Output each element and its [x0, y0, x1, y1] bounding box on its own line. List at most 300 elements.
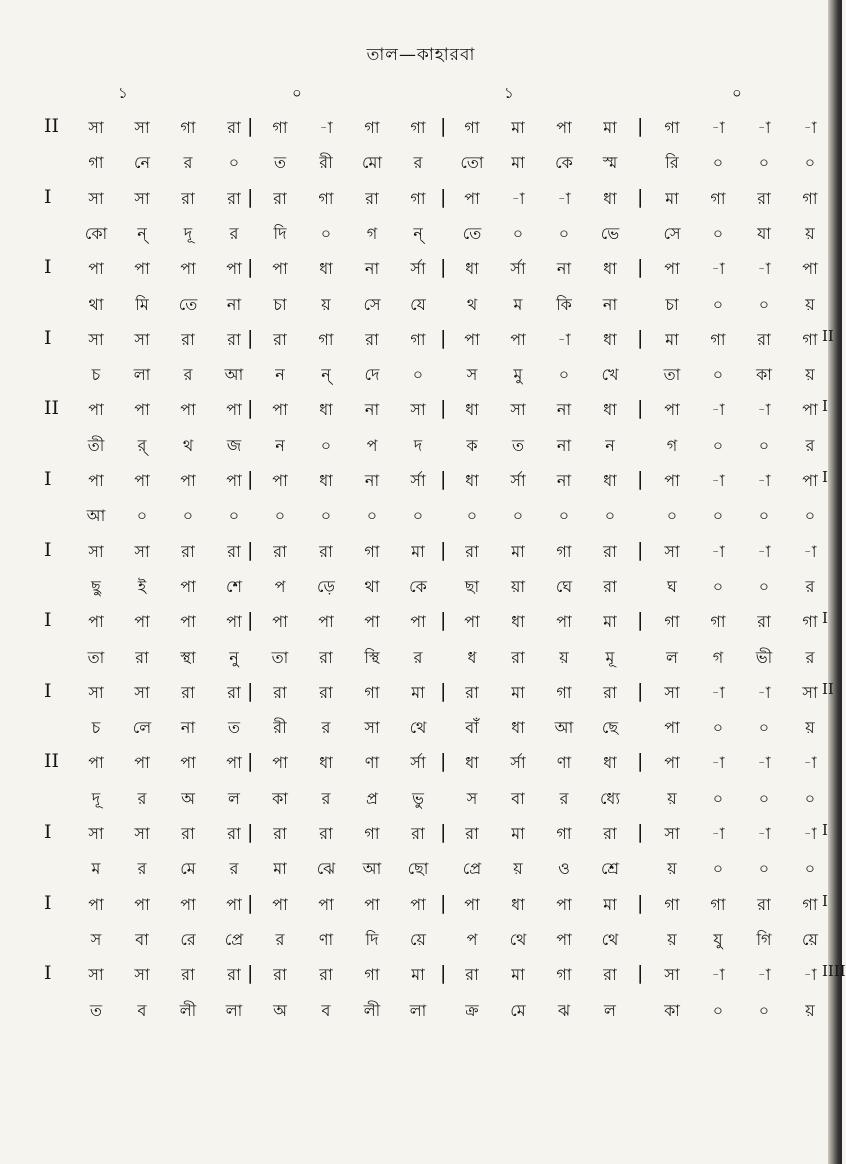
swara-note: -া	[757, 118, 771, 137]
lyric-syllable: লে	[132, 718, 152, 738]
lyric-syllable: স	[90, 929, 102, 949]
beat-mark-1: ১	[118, 84, 128, 102]
bar-line: |	[247, 115, 254, 137]
lyric-syllable: ঘে	[555, 576, 573, 596]
swara-note: পা	[180, 753, 196, 773]
swara-note: পা	[364, 612, 380, 632]
swara-note: পা	[88, 259, 104, 279]
swara-note: না	[364, 400, 380, 420]
swara-note: ধা	[465, 753, 479, 773]
swara-note: গা	[364, 118, 380, 137]
lyric-syllable: লী	[179, 1000, 197, 1020]
bar-line: |	[247, 891, 254, 914]
bar-line: |	[637, 397, 644, 420]
lyric-syllable: য়	[667, 788, 677, 808]
lyric-syllable: খে	[601, 365, 619, 385]
swara-note: -া	[711, 682, 725, 702]
lyric-syllable: ০	[758, 859, 770, 879]
lyric-syllable: র	[275, 929, 285, 949]
swara-note: সা	[510, 400, 526, 420]
swara-note: ণা	[556, 753, 572, 773]
lyric-syllable: য়	[321, 294, 331, 314]
end-bar-mark: IIII	[822, 962, 846, 981]
lyric-syllable: গা	[88, 153, 104, 173]
swara-note: পা	[134, 259, 150, 279]
lyric-syllable: কে	[555, 153, 573, 173]
section-marker: II	[44, 397, 60, 420]
swara-note: পা	[180, 400, 196, 420]
lyric-row	[0, 998, 842, 1032]
swara-note: পা	[134, 400, 150, 420]
lyric-syllable: ০	[366, 506, 378, 526]
swara-note: -া	[757, 400, 771, 420]
notation-row	[0, 256, 842, 290]
lyric-syllable: ধ	[467, 647, 477, 667]
swara-note: পা	[272, 400, 288, 420]
lyric-syllable: ০	[136, 506, 148, 526]
swara-note: ধা	[511, 894, 525, 914]
swara-note: -া	[557, 188, 571, 208]
lyric-syllable: ই	[137, 576, 147, 596]
lyric-row	[0, 786, 842, 820]
lyric-syllable: থা	[364, 576, 380, 596]
lyric-syllable: ০	[758, 435, 770, 455]
lyric-syllable: ঝে	[316, 859, 336, 879]
swara-note: পা	[410, 894, 426, 914]
lyric-syllable: র	[805, 435, 815, 455]
swara-note: রা	[273, 965, 287, 985]
swara-note: -া	[757, 753, 771, 773]
swara-note: সা	[134, 965, 150, 985]
swara-note: পা	[180, 259, 196, 279]
bar-line: |	[247, 256, 254, 279]
swara-note: না	[364, 259, 380, 279]
bar-line: |	[440, 750, 447, 773]
lyric-syllable: ০	[320, 435, 332, 455]
lyric-syllable: কা	[272, 788, 288, 808]
section-marker: II	[44, 115, 60, 137]
swara-note: সা	[134, 541, 150, 561]
lyric-syllable: ছো	[407, 859, 429, 879]
swara-note: পা	[226, 400, 242, 420]
lyric-syllable: ০	[758, 718, 770, 738]
swara-note: মা	[511, 118, 525, 137]
swara-note: পা	[134, 753, 150, 773]
lyric-syllable: না	[556, 435, 572, 455]
lyric-syllable: কে	[409, 576, 427, 596]
section-marker: I	[44, 609, 52, 632]
lyric-syllable: মি	[135, 294, 149, 314]
lyric-syllable: ০	[558, 223, 570, 243]
bar-line: |	[637, 962, 644, 985]
lyric-syllable: য়	[805, 365, 815, 385]
swara-note: ণা	[364, 753, 380, 773]
lyric-syllable: মে	[180, 859, 196, 879]
lyric-syllable: লা	[409, 1000, 427, 1020]
lyric-syllable: ধা	[511, 718, 525, 738]
bar-line: |	[247, 962, 254, 985]
swara-note: র্সা	[510, 471, 526, 490]
swara-note: পা	[88, 400, 104, 420]
swara-note: রা	[757, 612, 771, 632]
swara-note: গা	[664, 612, 680, 632]
lyric-row	[0, 150, 842, 184]
lyric-syllable: র	[229, 859, 239, 879]
swara-note: মা	[511, 824, 525, 843]
swara-note: রা	[465, 965, 479, 985]
lyric-syllable: যে	[410, 294, 426, 314]
swara-note: -া	[319, 118, 333, 137]
swara-note: -া	[757, 259, 771, 279]
section-marker: I	[44, 538, 52, 561]
lyric-syllable: ত	[273, 153, 286, 173]
bar-line: |	[247, 468, 254, 490]
lyric-syllable: ব	[321, 1000, 331, 1020]
lyric-syllable: অ	[181, 788, 195, 808]
lyric-syllable: কা	[664, 1000, 680, 1020]
bar-line: |	[440, 821, 447, 843]
lyric-syllable: মা	[511, 153, 525, 173]
swara-note: -া	[803, 753, 817, 773]
lyric-syllable: ০	[512, 506, 524, 526]
lyric-syllable: র	[137, 859, 147, 879]
lyric-syllable: ন	[275, 365, 285, 385]
swara-note: রা	[227, 188, 241, 208]
swara-note: রা	[227, 329, 241, 349]
lyric-syllable: থ	[466, 294, 478, 314]
beat-mark-3: ১	[504, 84, 514, 102]
swara-note: মা	[511, 541, 525, 561]
lyric-syllable: ম	[91, 859, 101, 879]
page-title: তাল—কাহারবা	[366, 45, 476, 65]
swara-note: মা	[603, 894, 617, 914]
lyric-syllable: ভী	[755, 647, 773, 667]
swara-note: মা	[411, 682, 425, 702]
bar-line: |	[637, 609, 644, 632]
lyric-syllable: ল	[604, 1000, 616, 1020]
swara-note: গা	[710, 612, 726, 632]
swara-note: সা	[88, 329, 104, 349]
lyric-syllable: পা	[664, 718, 680, 738]
bar-line: |	[247, 185, 254, 208]
lyric-syllable: ০	[666, 506, 678, 526]
lyric-syllable: গ	[366, 223, 378, 243]
swara-note: -া	[757, 824, 771, 843]
swara-note: পা	[88, 471, 104, 490]
lyric-syllable: তা	[271, 647, 289, 667]
lyric-syllable: র	[229, 223, 239, 243]
lyric-syllable: ড়ে	[317, 576, 335, 596]
swara-note: র্সা	[410, 471, 426, 490]
lyric-syllable: ০	[712, 1000, 724, 1020]
lyric-syllable: প	[366, 435, 378, 455]
swara-note: পা	[88, 894, 104, 914]
swara-note: পা	[272, 894, 288, 914]
bar-line: |	[440, 185, 447, 208]
swara-note: রা	[757, 188, 771, 208]
swara-note: -া	[803, 824, 817, 843]
lyric-syllable: ০	[228, 506, 240, 526]
swara-note: গা	[410, 329, 426, 349]
lyric-syllable: ০	[758, 576, 770, 596]
bar-line: |	[637, 891, 644, 914]
lyric-syllable: ০	[758, 1000, 770, 1020]
lyric-syllable: ন্	[321, 365, 331, 385]
swara-note: পা	[272, 259, 288, 279]
lyric-syllable: মু	[513, 365, 523, 385]
lyric-syllable: র	[183, 153, 193, 173]
swara-note: -া	[803, 965, 817, 985]
lyric-row	[0, 221, 842, 255]
lyric-syllable: ০	[758, 788, 770, 808]
swara-note: রা	[319, 965, 333, 985]
swara-note: রা	[273, 824, 287, 843]
lyric-syllable: দূ	[91, 788, 101, 808]
lyric-syllable: ০	[512, 223, 524, 243]
swara-note: -া	[757, 471, 771, 490]
lyric-syllable: মে	[510, 1000, 526, 1020]
swara-note: রা	[273, 682, 287, 702]
end-bar-mark: I	[822, 468, 828, 486]
lyric-row	[0, 927, 842, 961]
swara-note: ধা	[603, 471, 617, 490]
swara-note: সা	[664, 824, 680, 843]
swara-note: রা	[181, 541, 195, 561]
lyric-syllable: চা	[273, 294, 287, 314]
lyric-syllable: সে	[363, 294, 381, 314]
swara-note: সা	[88, 188, 104, 208]
lyric-syllable: স	[466, 365, 478, 385]
swara-note: গা	[364, 965, 380, 985]
swara-note: পা	[556, 894, 572, 914]
lyric-syllable: ক	[466, 435, 478, 455]
lyric-syllable: প্র	[366, 788, 378, 808]
lyric-syllable: বাঁ	[465, 718, 479, 738]
lyric-syllable: ম	[513, 294, 523, 314]
swara-note: সা	[134, 824, 150, 843]
end-bar-mark: II	[822, 679, 834, 698]
lyric-syllable: ছু	[91, 576, 101, 596]
swara-note: সা	[664, 541, 680, 561]
lyric-syllable: য়ে	[802, 929, 818, 949]
lyric-syllable: ০	[712, 435, 724, 455]
swara-note: সা	[134, 329, 150, 349]
lyric-syllable: নু	[229, 647, 239, 667]
lyric-syllable: রা	[319, 647, 333, 667]
swara-note: ধা	[319, 400, 333, 420]
lyric-syllable: সে	[663, 223, 681, 243]
lyric-syllable: র	[559, 788, 569, 808]
swara-note: -া	[711, 400, 725, 420]
lyric-syllable: আ	[224, 365, 244, 385]
lyric-syllable: না	[602, 294, 618, 314]
lyric-syllable: ০	[712, 365, 724, 385]
lyric-syllable: ব	[137, 1000, 147, 1020]
bar-line: |	[637, 750, 644, 773]
bar-line: |	[637, 326, 644, 349]
beat-markers	[0, 82, 842, 106]
lyric-syllable: য়	[805, 223, 815, 243]
swara-note: রা	[411, 824, 425, 843]
lyric-syllable: দে	[364, 365, 380, 385]
lyric-syllable: তে	[462, 223, 482, 243]
notation-row	[0, 680, 842, 714]
swara-note: না	[556, 471, 572, 490]
lyric-syllable: গ	[666, 435, 678, 455]
swara-note: সা	[134, 188, 150, 208]
swara-note: পা	[802, 259, 818, 279]
lyric-syllable: ০	[758, 294, 770, 314]
notation-row	[0, 539, 842, 573]
lyric-syllable: ছে	[601, 718, 619, 738]
swara-note: রা	[603, 824, 617, 843]
swara-note: ধা	[603, 259, 617, 279]
swara-note: ধা	[603, 400, 617, 420]
bar-line: |	[440, 397, 447, 420]
swara-note: গা	[318, 188, 334, 208]
lyric-syllable: য়	[667, 929, 677, 949]
lyric-syllable: তা	[663, 365, 681, 385]
lyric-syllable: ০	[712, 718, 724, 738]
beat-mark-4: ০	[732, 84, 742, 102]
lyric-syllable: য়	[805, 1000, 815, 1020]
swara-note: মা	[603, 118, 617, 137]
bar-line: |	[440, 609, 447, 632]
end-bar-mark: II	[822, 326, 834, 345]
swara-note: -া	[711, 471, 725, 490]
swara-note: ধা	[603, 753, 617, 773]
end-bar-mark: I	[822, 609, 828, 628]
swara-note: পা	[664, 753, 680, 773]
lyric-syllable: ০	[712, 576, 724, 596]
swara-note: গা	[180, 118, 196, 137]
swara-note: গা	[802, 612, 818, 632]
swara-note: মা	[411, 541, 425, 561]
lyric-syllable: ত	[89, 1000, 102, 1020]
swara-note: গা	[556, 541, 572, 561]
lyric-syllable: ও	[558, 859, 570, 879]
swara-note: রা	[319, 682, 333, 702]
lyric-syllable: ০	[412, 506, 424, 526]
lyric-syllable: কো	[84, 223, 108, 243]
lyric-syllable: ০	[320, 506, 332, 526]
swara-note: -া	[557, 329, 571, 349]
lyric-syllable: ০	[558, 365, 570, 385]
swara-note: পা	[664, 259, 680, 279]
lyric-syllable: ত	[227, 718, 240, 738]
lyric-syllable: বা	[135, 929, 149, 949]
swara-note: রা	[227, 541, 241, 561]
swara-note: রা	[181, 188, 195, 208]
lyric-syllable: ০	[712, 153, 724, 173]
swara-note: গা	[710, 329, 726, 349]
bar-line: |	[247, 679, 254, 702]
swara-note: ধা	[603, 188, 617, 208]
swara-note: পা	[464, 894, 480, 914]
lyric-syllable: ন্	[413, 223, 423, 243]
lyric-syllable: র	[321, 718, 331, 738]
lyric-syllable: লা	[133, 365, 151, 385]
section-marker: I	[44, 962, 52, 985]
swara-note: ধা	[319, 753, 333, 773]
notation-row	[0, 962, 842, 996]
bar-line: |	[440, 115, 447, 137]
swara-note: পা	[272, 471, 288, 490]
swara-note: পা	[180, 612, 196, 632]
bar-line: |	[247, 397, 254, 420]
swara-note: পা	[180, 894, 196, 914]
lyric-syllable: গি	[756, 929, 772, 949]
swara-note: সা	[88, 965, 104, 985]
swara-note: পা	[464, 612, 480, 632]
lyric-syllable: স্ম	[602, 153, 618, 173]
lyric-syllable: আ	[362, 859, 382, 879]
section-marker: I	[44, 821, 52, 843]
swara-note: -া	[757, 965, 771, 985]
lyric-syllable: প্রে	[462, 859, 482, 879]
lyric-syllable: ঝ	[557, 1000, 571, 1020]
lyric-row	[0, 362, 842, 396]
lyric-syllable: ০	[758, 153, 770, 173]
lyric-syllable: স	[466, 788, 478, 808]
lyric-syllable: আ	[554, 718, 574, 738]
lyric-syllable: য়	[805, 294, 815, 314]
swara-note: -া	[711, 753, 725, 773]
swara-note: রা	[181, 824, 195, 843]
swara-note: পা	[318, 612, 334, 632]
notation-row	[0, 892, 842, 926]
bar-line: |	[440, 962, 447, 985]
lyric-syllable: ন	[605, 435, 615, 455]
swara-note: পা	[88, 612, 104, 632]
swara-note: -া	[711, 118, 725, 137]
bar-line: |	[247, 609, 254, 632]
swara-note: পা	[510, 329, 526, 349]
swara-note: রা	[603, 541, 617, 561]
lyric-syllable: রি	[665, 153, 679, 173]
lyric-syllable: রে	[180, 929, 196, 949]
lyric-syllable: তী	[87, 435, 105, 455]
swara-note: মা	[511, 965, 525, 985]
lyric-syllable: না	[226, 294, 242, 314]
swara-note: পা	[226, 753, 242, 773]
lyric-syllable: মূ	[605, 647, 615, 667]
swara-note: পা	[410, 612, 426, 632]
swara-note: -া	[511, 188, 525, 208]
notation-row	[0, 609, 842, 643]
swara-note: রা	[757, 894, 771, 914]
lyric-syllable: প্রে	[224, 929, 244, 949]
lyric-syllable: প	[466, 929, 478, 949]
swara-note: রা	[603, 965, 617, 985]
lyric-syllable: চ	[91, 365, 101, 385]
swara-note: -া	[757, 682, 771, 702]
swara-note: সা	[410, 400, 426, 420]
lyric-row	[0, 715, 842, 749]
lyric-syllable: ভু	[412, 788, 424, 808]
lyric-syllable: কা	[756, 365, 772, 385]
lyric-syllable: ০	[558, 506, 570, 526]
bar-line: |	[440, 538, 447, 561]
bar-line: |	[247, 538, 254, 561]
bar-line: |	[247, 750, 254, 773]
lyric-row	[0, 433, 842, 467]
swara-note: পা	[318, 894, 334, 914]
swara-note: রা	[319, 824, 333, 843]
lyric-syllable: ০	[712, 859, 724, 879]
swara-note: রা	[465, 682, 479, 702]
section-marker: I	[44, 326, 52, 349]
